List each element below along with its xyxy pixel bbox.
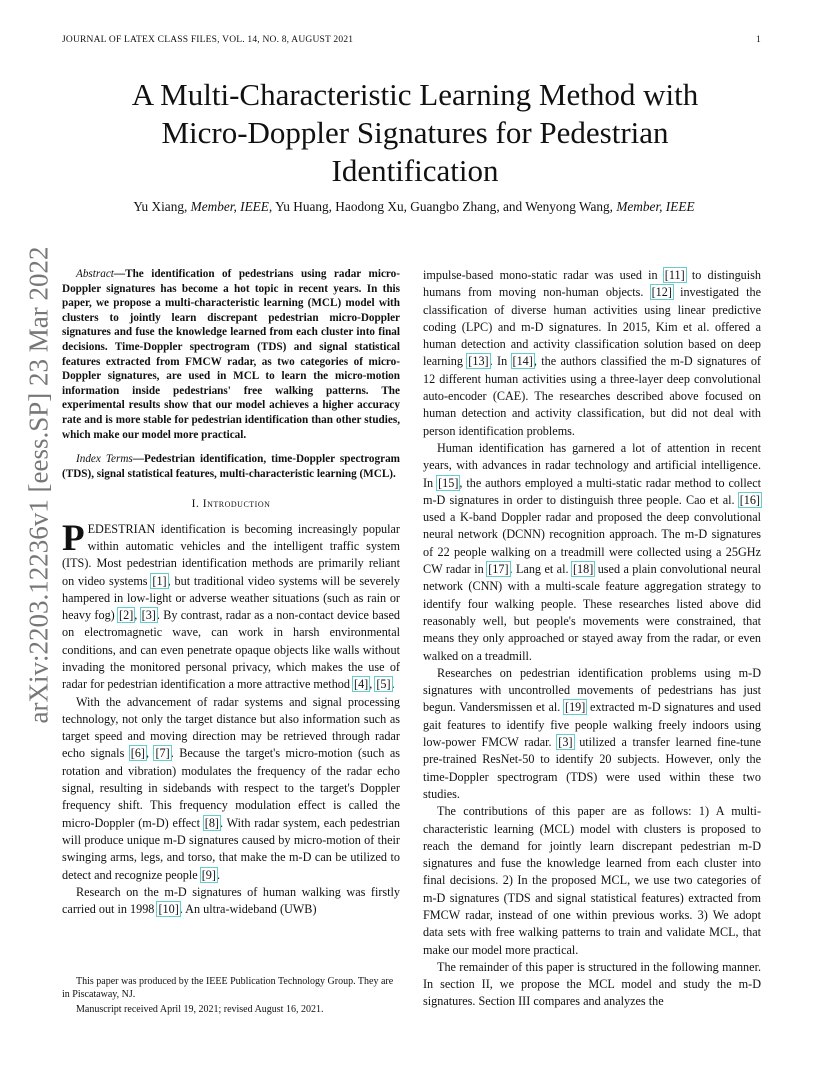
intro-paragraph-2 — [62, 694, 400, 884]
text-run: With the advancement of radar systems and signal processing technology, not only the target distance but also information such as target speed and moving direction may be retrieved through radar echo signals — [62, 694, 400, 761]
citation-link[interactable]: [18] — [572, 562, 594, 577]
citation-link[interactable]: [9] — [201, 867, 216, 882]
author-others: Yu Huang, Haodong Xu, Guangbo Zhang, and Wenyong Wang, — [275, 199, 613, 214]
text-run: The contributions of this paper are as follows: 1) A multi-characteristic learning (MCL) model with clusters is proposed to reach the demand for jointly learn discrepant pedestrian m-D signatures and fuse the knowledge learned from each cluster into final decisions. 2) In the proposed MCL, we use two categories of m-D signatures (TDS and signal statistical features) extracted from FMCW radar, instead of one within previous works. 3) We adopt data sets with free walking patterns to train and validate MCL, that make our model more practical. — [423, 804, 761, 957]
text-run: . — [216, 867, 220, 882]
text-run: . Because the target's micro-motion (such as rotation and vibration) modulates the frequency of the radar echo signal, resulting in sidebands with respect to the target's Doppler frequency shift. This frequency modulation effect is called the micro-Doppler (m-D) effect — [62, 746, 400, 830]
text-run: EDESTRIAN identification is becoming increasingly popular within automatic vehicles and the intelligent traffic system (ITS). Most pedestrian identification methods are primarily reliant on video systems — [62, 521, 400, 588]
text-run: . By contrast, radar as a non-contact device based on electromagnetic wave, can work in harsh environmental conditions, and can even penetrate opaque objects like walls without invading the monitored personal privacy, which makes the use of radar for pedestrian identification a more attractive method — [62, 608, 400, 692]
text-run: extracted m-D signatures and used gait features to identify five people walking freely indoors using low-power FMCW radar. — [423, 700, 761, 750]
col2-p4-runs — [423, 804, 761, 956]
text-run: used a K-band Doppler radar and proposed the deep convolutional neural network (DCNN) recognition approach. The m-D signatures of 22 people walking on a treadmill were collected using a 25GHz CW radar in — [423, 510, 761, 577]
index-terms — [62, 452, 400, 481]
text-run: , the authors employed a multi-static radar method to collect m-D signatures in order to distinguish three people. Cao et al. — [423, 475, 761, 507]
citation-link[interactable]: [19] — [565, 700, 586, 715]
col2-paragraph-5 — [423, 959, 761, 1011]
intro-p3-runs — [62, 885, 400, 916]
author-last-role: Member, IEEE — [616, 199, 695, 214]
col2-p1-runs — [423, 268, 761, 438]
col2-paragraph-4 — [423, 803, 761, 959]
citation-link[interactable]: [14] — [512, 354, 533, 369]
section-heading — [62, 495, 400, 512]
citation-link[interactable]: [3] — [558, 735, 573, 750]
section-title: Introduction — [202, 497, 271, 511]
author-line — [40, 199, 788, 215]
citation-link[interactable]: [7] — [155, 746, 170, 761]
citation-link[interactable]: [6] — [130, 746, 145, 761]
text-run: investigated the classification of diverse human activities using linear predictive coding (LPC) and m-D signatures. In 2015, Kim et al. offered a human detection and activity classification solution based on deep learning — [423, 285, 761, 369]
right-column — [423, 267, 761, 1011]
arxiv-stamp-text: arXiv:2203.12236v1 [eess.SP] 23 Mar 2022 — [23, 246, 54, 724]
drop-cap: P — [62, 517, 85, 559]
citation-link[interactable]: [15] — [438, 475, 459, 490]
footnote-1: This paper was produced by the IEEE Publication Technology Group. They are in Piscataway, NJ. — [62, 976, 394, 1000]
col2-p2-runs — [423, 441, 761, 663]
text-run: Research on the m-D signatures of human walking was firstly carried out in 1998 — [62, 884, 400, 917]
text-run: . Lang et al. — [509, 562, 572, 577]
index-terms-label: Index Terms — [76, 453, 133, 466]
text-run: used a plain convolutional neural network (CNN) with a multi-scale feature aggregation strategy to identify four walking people. These researches listed above did reasonably well, but people's movements were constrained, that means they only approached or stayed away from the radar, or even walked on a treadmill. — [423, 562, 761, 663]
text-run: , but traditional video systems will be severely hampered in low-light or adverse weather situations (such as rain or heavy fog) — [62, 573, 400, 623]
text-run: Human identification has garnered a lot of attention in recent years, with advances in radar technology and artificial intelligence. In — [423, 440, 761, 490]
citation-link[interactable]: [3] — [141, 608, 156, 623]
abstract — [62, 267, 400, 442]
col2-p5-runs — [423, 960, 761, 1009]
col2-p3-runs — [423, 666, 761, 801]
citation-link[interactable]: [11] — [664, 268, 685, 282]
citation-link[interactable]: [5] — [376, 677, 391, 692]
citation-link[interactable]: [2] — [119, 608, 134, 623]
text-run: . With radar system, each pedestrian will produce unique m-D signatures caused by micro-motion of their swinging arms, legs, and torso, that make the m-D can be utilized to detect and recognize people — [62, 815, 401, 882]
text-run: impulse-based mono-static radar was used in — [423, 268, 664, 282]
text-run: . In — [489, 354, 512, 369]
text-run: , — [134, 608, 141, 623]
abstract-label: Abstract — [76, 268, 114, 280]
text-run: , the authors classified the m-D signatures of 12 different human activities using a three-layer deep convolutional auto-encoder (CAE). The researches described above focused on human detection and activity classification, but did not deal with person identification problems. — [423, 354, 761, 438]
citation-link[interactable]: [4] — [354, 677, 369, 692]
index-terms-text: —Pedestrian identification, time-Doppler spectrogram (TDS), signal statistical features, multi-characteristic learning (MCL). — [62, 453, 400, 480]
author-1-role: Member, IEEE, — [190, 199, 273, 214]
intro-paragraph-1 — [62, 517, 400, 694]
section-number: I. — [191, 497, 200, 511]
author-1: Yu Xiang, — [133, 199, 188, 214]
text-run: . — [391, 677, 395, 692]
citation-link[interactable]: [12] — [651, 285, 672, 300]
citation-link[interactable]: [17] — [488, 562, 509, 577]
footnote — [62, 975, 400, 1018]
text-run: utilized a transfer learned fine-tune pre-trained ResNet-50 to identify 20 subjects. However, only the time-Doppler spectrogram (TDS) were used within these two studies. — [423, 735, 761, 801]
intro-paragraph-3 — [62, 884, 400, 919]
abstract-text: —The identification of pedestrians using radar micro-Doppler signatures has become a hot topic in recent years. In this paper, we propose a multi-characteristic learning (MCL) model with clusters to jointly learn discrepant pedestrian micro-Doppler signatures and fuse the knowledge learned from each cluster into final decisions. Time-Doppler spectrogram (TDS) and signal statistical features extracted from FMCW radar, as two categories of micro-Doppler signatures, are used in MCL to learn the micro-motion information inside pedestrians' free walking patterns. The experimental results show that our model achieves a higher accuracy rate and is more stable for pedestrian identification than other studies, which make our model more practical. — [62, 268, 400, 441]
text-run: The remainder of this paper is structured in the following manner. In section II, we propose the MCL model and study the m-D signatures. Section III compares and analyzes the — [423, 959, 761, 1009]
citation-link[interactable]: [16] — [739, 492, 760, 507]
text-run: , — [369, 677, 376, 692]
col2-paragraph-1 — [423, 267, 761, 440]
page-number: 1 — [756, 35, 761, 45]
citation-link[interactable]: [8] — [204, 815, 219, 830]
arxiv-stamp — [22, 246, 56, 724]
text-run: Researches on pedestrian identification problems using m-D signatures with uncontrolled movements of pedestrians has just begun. Vandersmissen et al. — [423, 665, 761, 715]
left-column — [62, 267, 400, 918]
intro-p1-runs — [62, 517, 400, 692]
paper-title: A Multi-Characteristic Learning Method with Micro-Doppler Signatures for Pedestrian Identification — [131, 77, 699, 188]
citation-link[interactable]: [13] — [468, 354, 489, 369]
text-run: . An ultra-wideband (UWB) — [179, 902, 317, 917]
citation-link[interactable]: [1] — [152, 573, 167, 588]
citation-link[interactable]: [10] — [158, 902, 179, 917]
col2-paragraph-3 — [423, 665, 761, 803]
text-run: to distinguish humans from moving non-human objects. — [423, 268, 761, 300]
footnote-2: Manuscript received April 19, 2021; revised August 16, 2021. — [76, 1004, 324, 1015]
text-run: , — [145, 746, 155, 761]
running-header: JOURNAL OF LATEX CLASS FILES, VOL. 14, NO. 8, AUGUST 2021 — [62, 35, 354, 45]
intro-p2-runs — [62, 695, 400, 882]
col2-paragraph-2 — [423, 440, 761, 665]
